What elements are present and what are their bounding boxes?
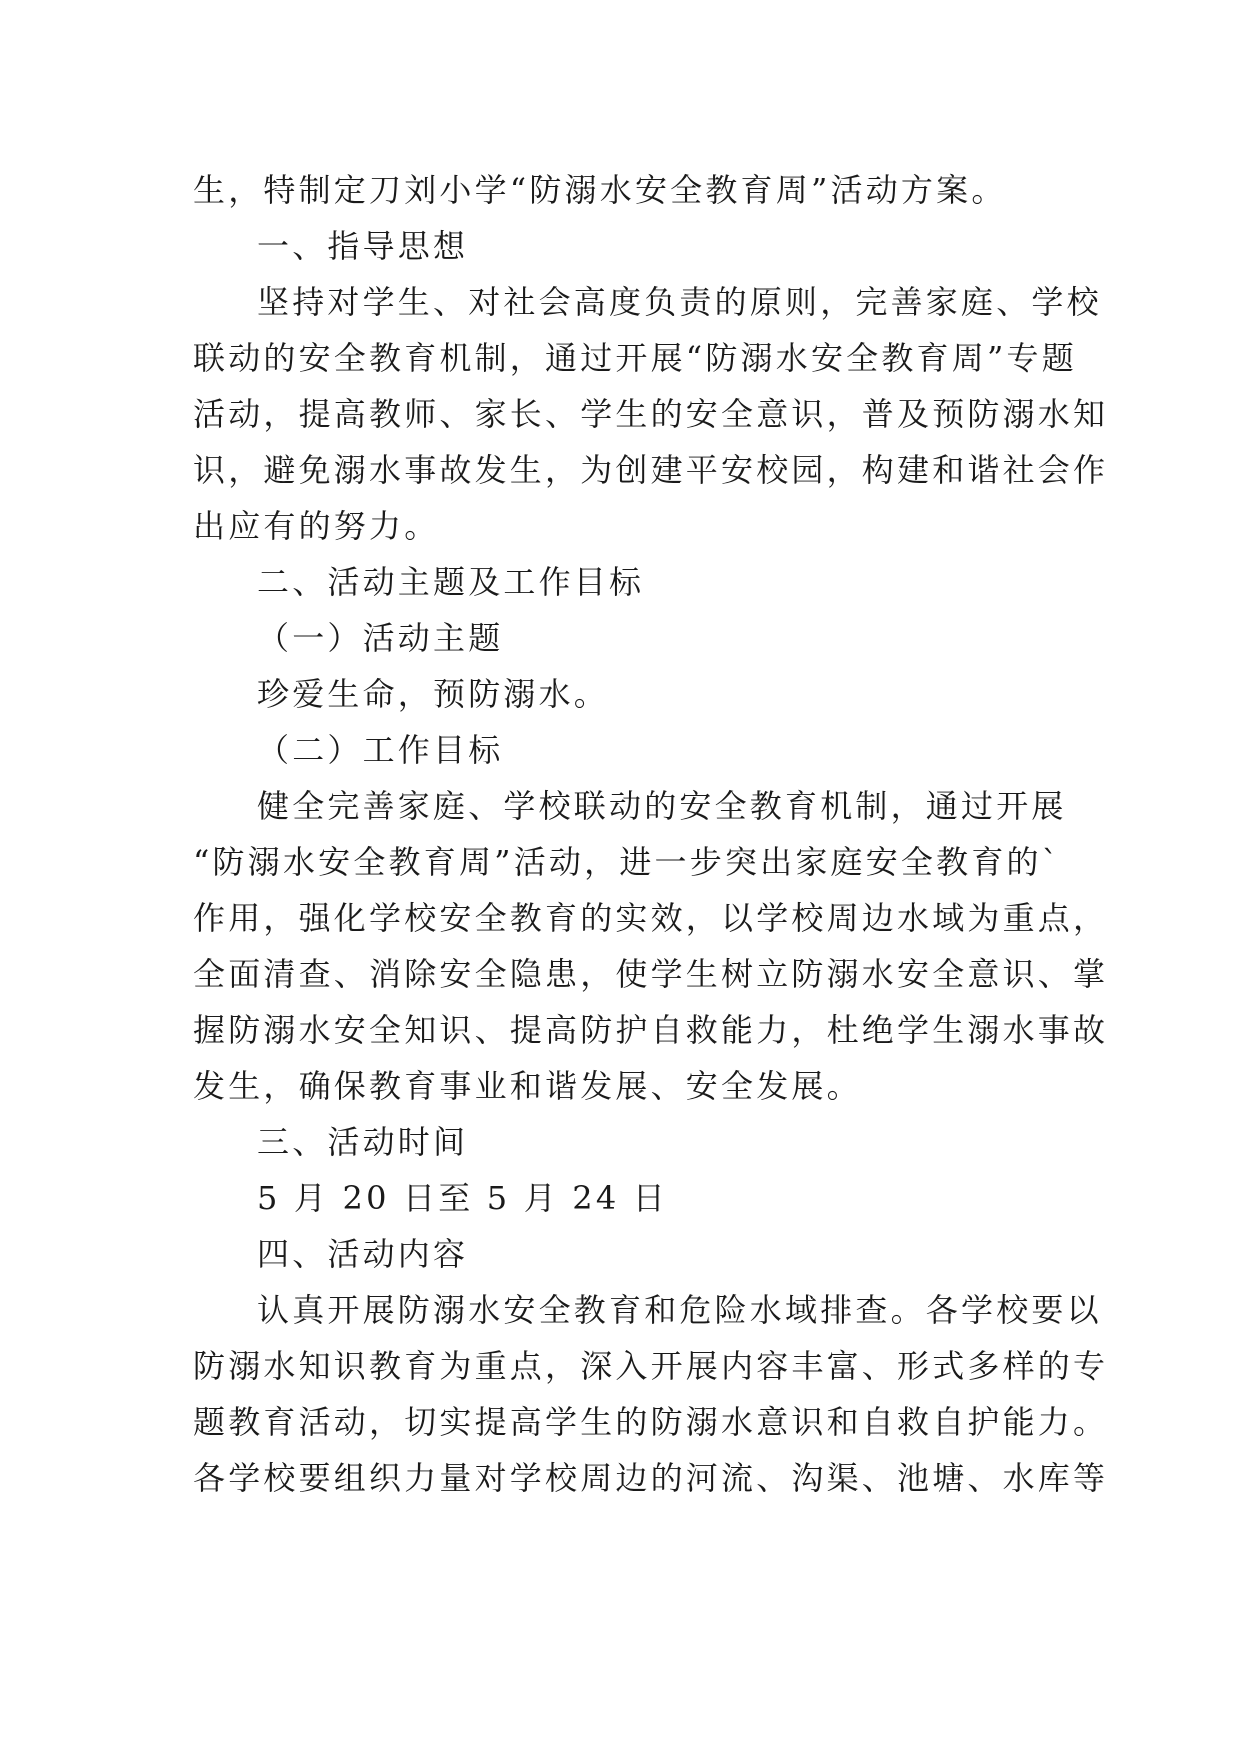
body-text-date-range: 5 月 20 日至 5 月 24 日	[257, 1179, 668, 1217]
body-text-line: 握防溺水安全知识、提高防护自救能力，杜绝学生溺水事故	[193, 1011, 1109, 1049]
section-heading-activity-time: 三、活动时间	[257, 1123, 469, 1161]
subsection-heading-goals: （二）工作目标	[257, 731, 504, 769]
body-text-line: 作用，强化学校安全教育的实效，以学校周边水域为重点，	[193, 899, 1109, 937]
section-heading-activity-content: 四、活动内容	[257, 1235, 469, 1273]
body-text-line: 识，避免溺水事故发生，为创建平安校园，构建和谐社会作	[193, 451, 1109, 489]
body-text-line: 认真开展防溺水安全教育和危险水域排查。各学校要以	[257, 1291, 1102, 1329]
body-text-line: 珍爱生命，预防溺水。	[257, 675, 610, 713]
body-text-line: 各学校要组织力量对学校周边的河流、沟渠、池塘、水库等	[193, 1459, 1109, 1497]
body-text-line: 防溺水知识教育为重点，深入开展内容丰富、形式多样的专	[193, 1347, 1109, 1385]
body-text-line: 发生，确保教育事业和谐发展、安全发展。	[193, 1067, 862, 1105]
body-text-line: 出应有的努力。	[193, 507, 440, 545]
body-text-line: 坚持对学生、对社会高度负责的原则，完善家庭、学校	[257, 283, 1102, 321]
body-text-line: 题教育活动，切实提高学生的防溺水意识和自救自护能力。	[193, 1403, 1109, 1441]
body-text-line: “防溺水安全教育周”活动，进一步突出家庭安全教育的`	[193, 843, 1061, 881]
section-heading-theme-and-goals: 二、活动主题及工作目标	[257, 563, 645, 601]
subsection-heading-theme: （一）活动主题	[257, 619, 504, 657]
body-text-line: 健全完善家庭、学校联动的安全教育机制，通过开展	[257, 787, 1067, 825]
body-text-line: 活动，提高教师、家长、学生的安全意识，普及预防溺水知	[193, 395, 1109, 433]
section-heading-guiding-thought: 一、指导思想	[257, 227, 469, 265]
body-text-line: 联动的安全教育机制，通过开展“防溺水安全教育周”专题	[193, 339, 1077, 377]
body-text-line: 全面清查、消除安全隐患，使学生树立防溺水安全意识、掌	[193, 955, 1109, 993]
body-text-line: 生，特制定刀刘小学“防溺水安全教育周”活动方案。	[193, 171, 1007, 209]
